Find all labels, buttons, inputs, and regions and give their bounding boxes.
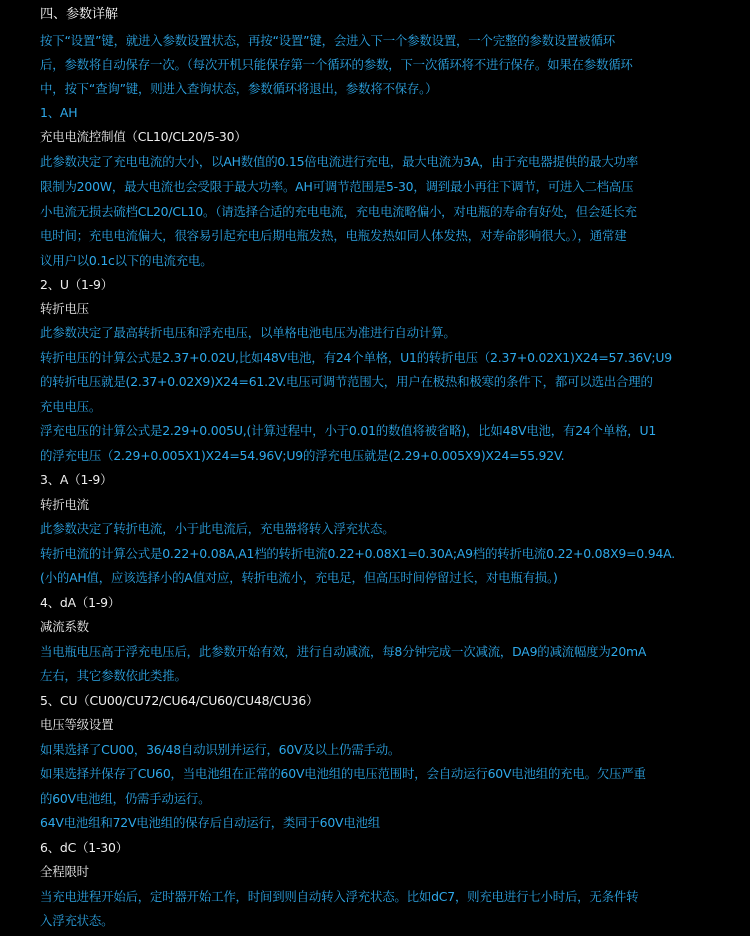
paragraph-line: 此参数决定了最高转折电压和浮充电压，以单格电池电压为准进行自动计算。 [40,325,456,340]
param-title-u: 2、U（1-9） [40,277,113,292]
param-title-ah: 1、AH [40,105,78,120]
param-title-a: 3、A（1-9） [40,472,113,487]
paragraph-line: 如果选择并保存了CU60，当电池组在正常的60V电池组的电压范围时，会自动运行60V电池组的充电。欠压严重 [40,766,646,781]
paragraph-line: 入浮充状态。 [40,913,114,928]
paragraph-line: 转折电压的计算公式是2.37+0.02U,比如48V电池，有24个单格，U1的转折电压（2.37+0.02X1)X24=57.36V;U9 [40,350,672,365]
paragraph-line: 议用户以0.1c以下的电流充电。 [40,253,213,268]
paragraph-line: 浮充电压的计算公式是2.29+0.005U,(计算过程中，小于0.01的数值将被省略)，比如48V电池，有24个单格，U1 [40,423,657,438]
paragraph-line: 此参数决定了转折电流，小于此电流后，充电器将转入浮充状态。 [40,521,395,536]
paragraph-line: 小电流无损去硫档CL20/CL10。（请选择合适的充电电流，充电电流略偏小，对电瓶的寿命有好处，但会延长充 [40,204,637,219]
paragraph-line: 的浮充电压（2.29+0.005X1)X24=54.96V;U9的浮充电压就是(2.29+0.005X9)X24=55.92V. [40,448,565,463]
param-subtitle: 减流系数 [40,619,89,634]
paragraph-line: 的60V电池组，仍需手动运行。 [40,791,211,806]
param-title-dc: 6、dC（1-30） [40,840,128,855]
paragraph-line: 左右，其它参数依此类推。 [40,668,187,683]
paragraph-line: 当充电进程开始后，定时器开始工作，时间到则自动转入浮充状态。比如dC7，则充电进行七小时后，无条件转 [40,889,639,904]
paragraph-line: 的转折电压就是(2.37+0.02X9)X24=61.2V.电压可调节范围大，用户在极热和极寒的条件下，都可以选出合理的 [40,374,653,389]
intro-line: 中，按下“查询”键，则进入查询状态，参数循环将退出，参数将不保存。） [40,81,438,96]
paragraph-line: 如果选择了CU00，36/48自动识别并运行，60V及以上仍需手动。 [40,742,401,757]
param-subtitle: 转折电压 [40,301,89,316]
section-heading: 四、参数详解 [40,7,118,22]
param-title-cu: 5、CU（CU00/CU72/CU64/CU60/CU48/CU36） [40,693,319,708]
param-subtitle: 转折电流 [40,497,89,512]
param-subtitle: 电压等级设置 [40,717,114,732]
param-subtitle: 全程限时 [40,864,89,879]
paragraph-line: 当电瓶电压高于浮充电压后，此参数开始有效，进行自动减流，每8分钟完成一次减流，DA9的减流幅度为20mA [40,644,647,659]
param-subtitle: 充电电流控制值（CL10/CL20/5-30） [40,129,247,144]
param-title-da: 4、dA（1-9） [40,595,121,610]
paragraph-line: 转折电流的计算公式是0.22+0.08A,A1档的转折电流0.22+0.08X1=0.30A;A9档的转折电流0.22+0.08X9=0.94A. [40,546,675,561]
intro-line: 按下“设置”键，就进入参数设置状态，再按“设置”键，会进入下一个参数设置，一个完整的参数设置被循环 [40,33,615,48]
paragraph-line: 电时间；充电电流偏大，很容易引起充电后期电瓶发热，电瓶发热如同人体发热，对寿命影响很大。），通常建 [40,228,627,243]
paragraph-line: (小的AH值，应该选择小的A值对应，转折电流小，充电足，但高压时间停留过长，对电瓶有损。) [40,570,558,585]
paragraph-line: 充电电压。 [40,399,102,414]
intro-line: 后，参数将自动保存一次。（每次开机只能保存第一个循环的参数，下一次循环将不进行保存。如果在参数循环 [40,57,633,72]
paragraph-line: 64V电池组和72V电池组的保存后自动运行，类同于60V电池组 [40,815,380,830]
paragraph-line: 此参数决定了充电电流的大小，以AH数值的0.15倍电流进行充电，最大电流为3A，由于充电器提供的最大功率 [40,154,639,169]
paragraph-line: 限制为200W，最大电流也会受限于最大功率。AH可调节范围是5-30，调到最小再往下调节，可进入二档高压 [40,179,634,194]
